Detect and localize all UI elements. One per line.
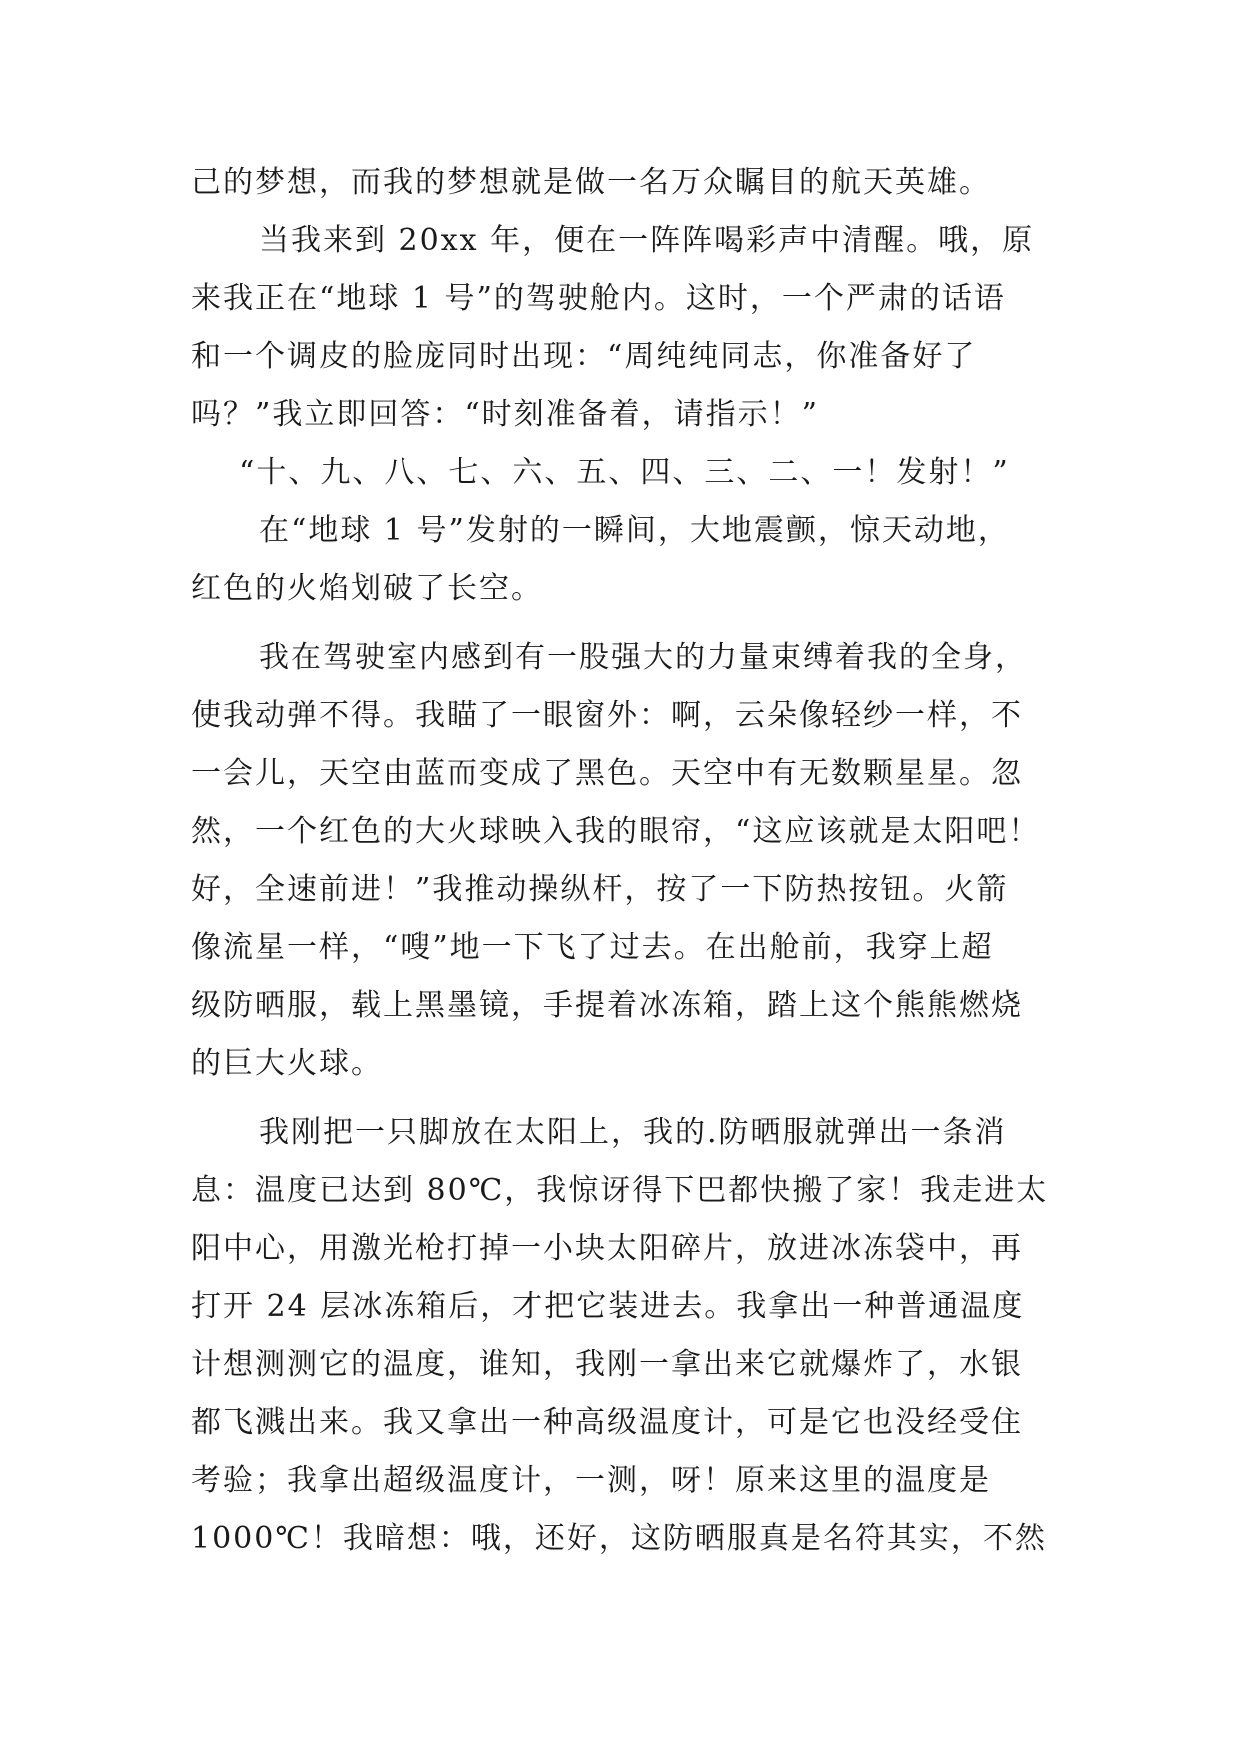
text-line: 红色的火焰划破了长空。 xyxy=(191,571,543,606)
text-line: 像流星一样，“嗖”地一下飞了过去。在出舱前，我穿上超 xyxy=(191,930,994,965)
text-line: 然，一个红色的大火球映入我的眼帘，“这应该就是太阳吧！ xyxy=(191,814,1041,849)
text-line: 息：温度已达到 80℃，我惊讶得下巴都快搬了家！我走进太 xyxy=(191,1173,1049,1208)
text-line: 和一个调皮的脸庞同时出现：“周纯纯同志，你准备好了 xyxy=(191,339,977,374)
text-line: 打开 24 层冰冻箱后，才把它装进去。我拿出一种普通温度 xyxy=(191,1289,1025,1324)
text-line: 来我正在“地球 1 号”的驾驶舱内。这时，一个严肃的话语 xyxy=(191,281,1006,316)
text-line: 在“地球 1 号”发射的一瞬间，大地震颤，惊天动地， xyxy=(259,513,1010,548)
text-line: 级防晒服，载上黑墨镜，手提着冰冻箱，踏上这个熊熊燃烧 xyxy=(191,988,1023,1023)
paragraph-gap xyxy=(191,1093,1061,1104)
text-line: 我刚把一只脚放在太阳上，我的.防晒服就弹出一条消 xyxy=(259,1115,1007,1150)
text-line: 阳中心，用激光枪打掉一小块太阳碎片，放进冰冻袋中，再 xyxy=(191,1231,1023,1266)
text-line: “十、九、八、七、六、五、四、三、二、一！发射！” xyxy=(239,455,1010,490)
text-line: 一会儿，天空由蓝而变成了黑色。天空中有无数颗星星。忽 xyxy=(191,756,1023,791)
text-line: 计想测测它的温度，谁知，我刚一拿出来它就爆炸了，水银 xyxy=(191,1347,1023,1382)
document-body xyxy=(191,154,1061,1568)
paragraph-gap xyxy=(191,618,1061,629)
text-line: 考验；我拿出超级温度计，一测，呀！原来这里的温度是 xyxy=(191,1463,991,1498)
text-line: 己的梦想，而我的梦想就是做一名万众瞩目的航天英雄。 xyxy=(191,165,991,200)
text-line: 好，全速前进！”我推动操纵杆，按了一下防热按钮。火箭 xyxy=(191,872,1009,907)
text-line: 使我动弹不得。我瞄了一眼窗外：啊，云朵像轻纱一样，不 xyxy=(191,698,1023,733)
text-line: 当我来到 20xx 年，便在一阵阵喝彩声中清醒。哦，原 xyxy=(259,223,1035,258)
text-line: 都飞溅出来。我又拿出一种高级温度计，可是它也没经受住 xyxy=(191,1405,1023,1440)
text-line: 的巨大火球。 xyxy=(191,1046,383,1081)
text-line: 我在驾驶室内感到有一股强大的力量束缚着我的全身， xyxy=(259,640,1027,675)
text-line: 1000℃！我暗想：哦，还好，这防晒服真是名符其实，不然 xyxy=(191,1521,1047,1556)
text-line: 吗？”我立即回答：“时刻准备着，请指示！” xyxy=(191,397,820,432)
